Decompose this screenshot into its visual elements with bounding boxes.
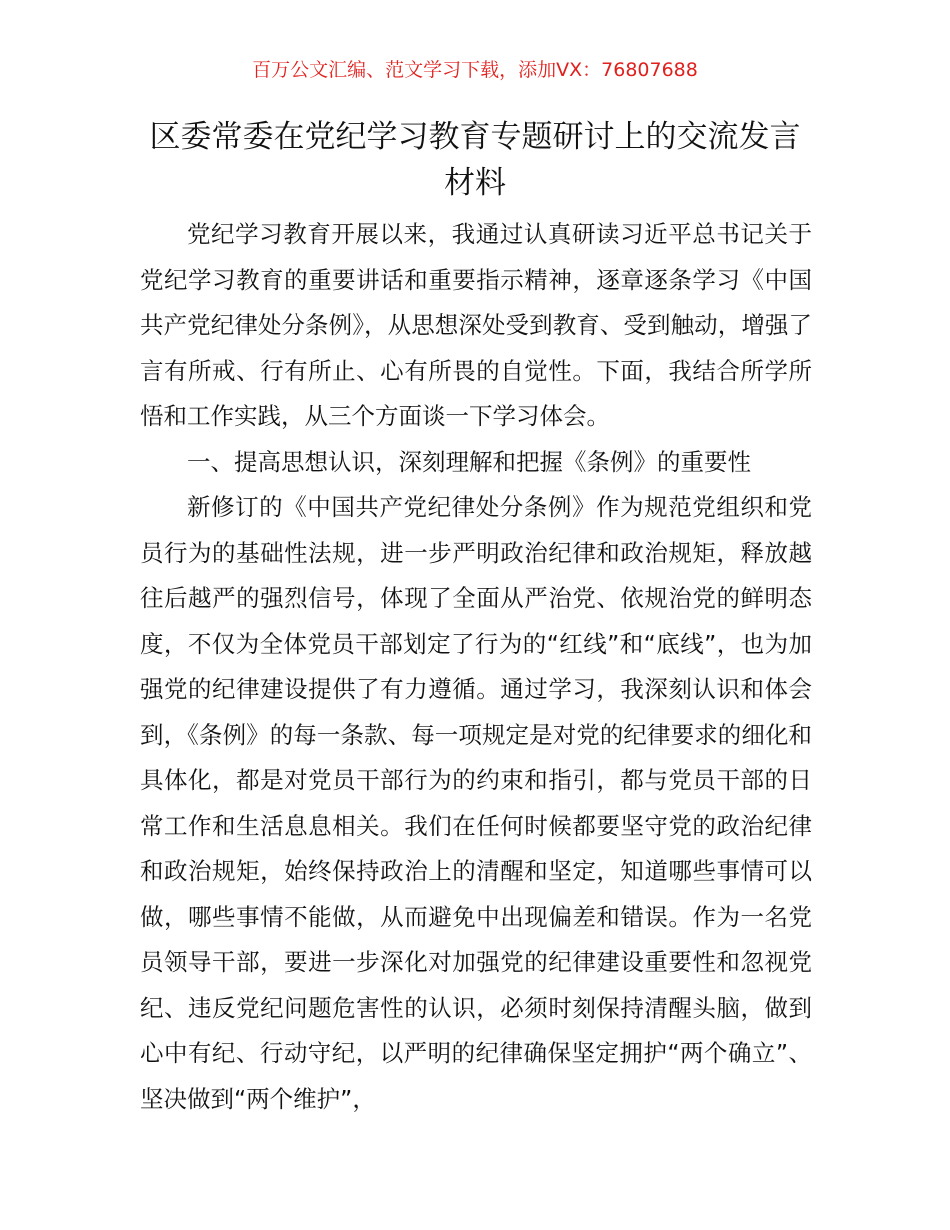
paragraph-section-1: 新修订的《中国共产党纪律处分条例》作为规范党组织和党员行为的基础性法规，进一步严明政治纪律和政治规矩，释放越往后越严的强烈信号，体现了全面从严治党、依规治党的鲜明态度，不仅为全体党员干部划定了行为的“红线”和“底线”，也为加强党的纪律建设提供了有力遵循。通过学习，我深刻认识和体会到，《条例》的每一条款、每一项规定是对党的纪律要求的细化和具体化，都是对党员干部行为的约束和指引，都与党员干部的日常工作和生活息息相关。我们在任何时候都要坚守党的政治纪律和政治规矩，始终保持政治上的清醒和坚定，知道哪些事情可以做，哪些事情不能做，从而避免中出现偏差和错误。作为一名党员领导干部，要进一步深化对加强党的纪律建设重要性和忽视党纪、违反党纪问题危害性的认识，必须时刻保持清醒头脑，做到心中有纪、行动守纪，以严明的纪律确保坚定拥护“两个确立”、坚决做到“两个维护”，	[140, 493, 812, 1113]
watermark-header: 百万公文汇编、范文学习下载，添加VX：76807688	[252, 59, 698, 81]
paragraph-intro: 党纪学习教育开展以来，我通过认真研读习近平总书记关于党纪学习教育的重要讲话和重要指示精神，逐章逐条学习《中国共产党纪律处分条例》，从思想深处受到教育、受到触动，增强了言有所戒、行有所止、心有所畏的自觉性。下面，我结合所学所悟和工作实践，从三个方面谈一下学习体会。	[140, 220, 812, 430]
section-heading-1: 一、提高思想认识，深刻理解和把握《条例》的重要性	[187, 447, 751, 476]
document-body	[140, 212, 812, 1122]
document-title: 区委常委在党纪学习教育专题研讨上的交流发言材料	[149, 119, 801, 201]
